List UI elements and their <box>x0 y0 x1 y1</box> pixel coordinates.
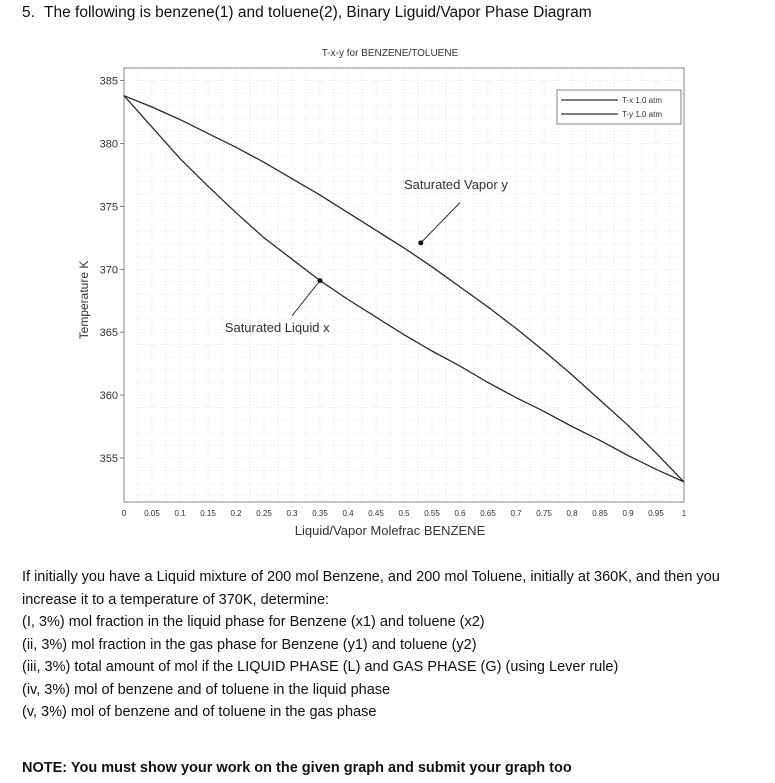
txy-phase-diagram <box>60 40 700 540</box>
x-tick-label: 0.2 <box>230 509 242 518</box>
y-axis-label: Temperature K <box>77 260 91 340</box>
x-tick-label: 0.6 <box>454 509 466 518</box>
x-tick-label: 0.45 <box>368 509 384 518</box>
x-tick-label: 1 <box>681 509 687 518</box>
x-tick-label: 0.25 <box>256 509 272 518</box>
question-item: (iii, 3%) total amount of mol if the LIQUID PHASE (L) and GAS PHASE (G) (using Lever rule) <box>22 659 619 675</box>
y-tick-label: 380 <box>99 138 118 151</box>
x-axis-ticks <box>122 509 687 518</box>
chart-series <box>124 96 684 482</box>
note-text: NOTE: You must show your work on the given graph and submit your graph too <box>22 760 572 776</box>
x-tick-label: 0.1 <box>174 509 186 518</box>
x-tick-label: 0.7 <box>510 509 522 518</box>
annotation-point-liquid <box>318 278 323 283</box>
x-tick-label: 0.55 <box>424 509 440 518</box>
x-tick-label: 0.9 <box>622 509 634 518</box>
y-tick-label: 375 <box>99 201 118 214</box>
annotation-saturated-liquid: Saturated Liquid x <box>224 320 330 336</box>
question-body <box>22 566 762 724</box>
x-tick-label: 0.65 <box>480 509 496 518</box>
question-number: 5. <box>22 4 35 21</box>
x-tick-label: 0.35 <box>312 509 328 518</box>
question-intro: If initially you have a Liquid mixture of 200 mol Benzene, and 200 mol Toluene, initially at 360K, and then you increase it to a temperature of 370K, determine: <box>22 569 720 608</box>
chart-title: T-x-y for BENZENE/TOLUENE <box>321 48 459 59</box>
legend-entry-liquid: T-x 1.0 atm <box>622 96 663 105</box>
x-tick-label: 0.8 <box>566 509 578 518</box>
question-item: (iv, 3%) mol of benzene and of toluene in the liquid phase <box>22 681 391 698</box>
x-tick-label: 0.5 <box>398 509 410 518</box>
question-item: (v, 3%) mol of benzene and of toluene in the gas phase <box>22 704 377 720</box>
question-heading <box>22 4 592 22</box>
y-axis-ticks <box>100 76 124 465</box>
annotation-saturated-vapor: Saturated Vapor y <box>404 176 508 192</box>
y-tick-label: 365 <box>99 327 118 340</box>
x-tick-label: 0.3 <box>286 509 298 518</box>
y-tick-label: 360 <box>99 390 118 403</box>
question-title: The following is benzene(1) and toluene(2), Binary Liguid/Vapor Phase Diagram <box>44 4 592 21</box>
x-tick-label: 0.85 <box>592 509 608 518</box>
saturated-vapor-curve <box>124 96 684 482</box>
annotation-arrow-liquid <box>292 281 320 316</box>
chart-legend <box>557 90 681 124</box>
question-item: (I, 3%) mol fraction in the liquid phase for Benzene (x1) and toluene (x2) <box>22 614 485 630</box>
x-tick-label: 0.15 <box>200 509 216 518</box>
annotation-arrow-vapor <box>421 203 460 243</box>
x-tick-label: 0.4 <box>342 509 354 518</box>
annotation-point-vapor <box>418 240 423 245</box>
x-tick-label: 0 <box>121 509 127 518</box>
x-axis-label: Liquid/Vapor Molefrac BENZENE <box>294 523 486 538</box>
y-tick-label: 370 <box>99 264 118 277</box>
x-tick-label: 0.95 <box>648 509 664 518</box>
legend-entry-vapor: T-y 1.0 atm <box>622 110 663 119</box>
x-tick-label: 0.05 <box>144 509 160 518</box>
y-tick-label: 385 <box>99 75 118 88</box>
x-tick-label: 0.75 <box>536 509 552 518</box>
y-tick-label: 355 <box>99 452 118 465</box>
question-item: (ii, 3%) mol fraction in the gas phase for Benzene (y1) and toluene (y2) <box>22 636 477 653</box>
saturated-liquid-curve <box>124 96 684 482</box>
